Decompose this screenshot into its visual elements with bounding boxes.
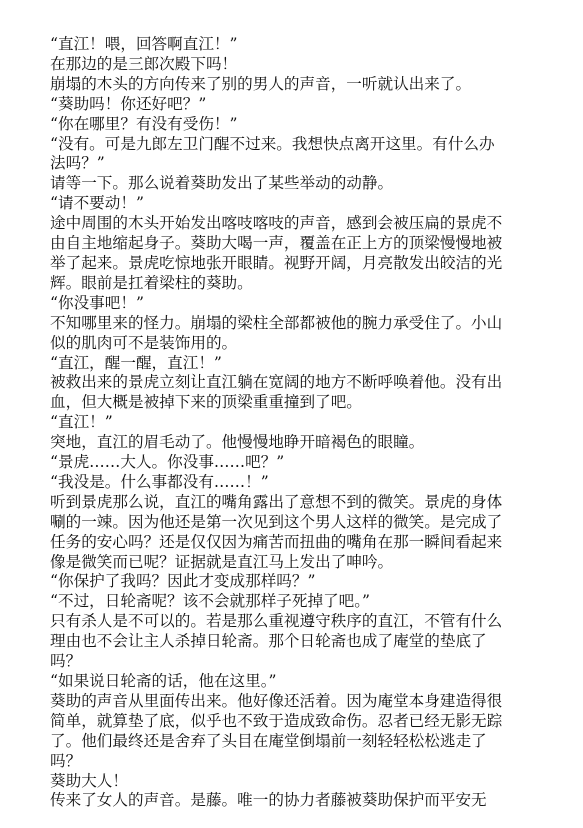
- text-line: “直江！”: [50, 413, 113, 432]
- text-line: 传来了女人的声音。是藤。唯一的协力者藤被葵助保护而平安无: [50, 791, 487, 810]
- text-line: 吗？: [50, 751, 82, 770]
- text-line: “你没事吧！”: [50, 293, 144, 312]
- text-line: 法吗？”: [50, 154, 105, 173]
- document-body: [50, 35, 535, 811]
- text-line: “你保护了我吗？因此才变成那样吗？”: [50, 572, 316, 591]
- text-line: “请不要动！”: [50, 194, 144, 213]
- text-line: 辉。眼前是扛着梁柱的葵助。: [50, 273, 253, 292]
- text-line: 崩塌的木头的方向传来了别的男人的声音，一听就认出来了。: [50, 74, 472, 93]
- text-line: “景虎……大人。你没事……吧？”: [50, 453, 285, 472]
- text-line: 唰的一竦。因为他还是第一次见到这个男人这样的微笑。是完成了: [50, 512, 503, 531]
- text-line: 像是微笑而已呢？证据就是直江马上发出了呻吟。: [50, 552, 394, 571]
- text-line: 听到景虎那么说，直江的嘴角露出了意想不到的微笑。景虎的身体: [50, 492, 503, 511]
- text-line: 似的肌肉可不是装饰用的。: [50, 333, 238, 352]
- text-line: 葵助的声音从里面传出来。他好像还活着。因为庵堂本身建造得很: [50, 691, 503, 710]
- text-line: 在那边的是三郎次殿下吗！: [50, 54, 238, 73]
- text-line: 途中周围的木头开始发出喀吱喀吱的声音，感到会被压扁的景虎不: [50, 214, 503, 233]
- text-line: 任务的安心吗？还是仅仅因为痛苦而扭曲的嘴角在那一瞬间看起来: [50, 532, 503, 551]
- text-line: 由自主地缩起身子。葵助大喝一声，覆盖在正上方的顶梁慢慢地被: [50, 234, 503, 253]
- text-line: “你在哪里？有没有受伤！”: [50, 114, 238, 133]
- text-line: 血，但大概是被掉下来的顶梁重重撞到了吧。: [50, 393, 362, 412]
- text-line: 举了起来。景虎吃惊地张开眼睛。视野开阔，月亮散发出皎洁的光: [50, 253, 503, 272]
- text-line: “葵助吗！你还好吧？”: [50, 94, 207, 113]
- text-line: “不过，日轮斋呢？该不会就那样子死掉了吧。”: [50, 592, 371, 611]
- text-line: 突地，直江的眉毛动了。他慢慢地睁开暗褐色的眼瞳。: [50, 433, 425, 452]
- text-line: 吗？: [50, 652, 82, 671]
- text-line: “直江，醒一醒，直江！”: [50, 353, 222, 372]
- text-line: “我没是。什么事都没有……！”: [50, 472, 269, 491]
- text-line: “直江！喂，回答啊直江！”: [50, 35, 238, 53]
- text-line: 被救出来的景虎立刻让直江躺在宽阔的地方不断呼唤着他。没有出: [50, 373, 503, 392]
- text-line: “如果说日轮斋的话，他在这里。”: [50, 672, 277, 690]
- text-line: 只有杀人是不可以的。若是那么重视遵守秩序的直江，不管有什么: [50, 612, 503, 631]
- text-line: 请等一下。那么说着葵助发出了某些举动的动静。: [50, 174, 394, 193]
- text-line: 不知哪里来的怪力。崩塌的梁柱全部都被他的腕力承受住了。小山: [50, 313, 503, 332]
- text-line: 理由也不会让主人杀掉日轮斋。那个日轮斋也成了庵堂的垫底了: [50, 632, 487, 651]
- text-line: 简单，就算垫了底，似乎也不致于造成致命伤。忍者已经无影无踪: [50, 711, 503, 730]
- text-line: 葵助大人！: [50, 771, 128, 790]
- text-line: “没有。可是九郎左卫门醒不过来。我想快点离开这里。有什么办: [50, 134, 495, 153]
- text-line: 了。他们最终还是舍弃了头目在庵堂倒塌前一刻轻轻松松逃走了: [50, 731, 487, 750]
